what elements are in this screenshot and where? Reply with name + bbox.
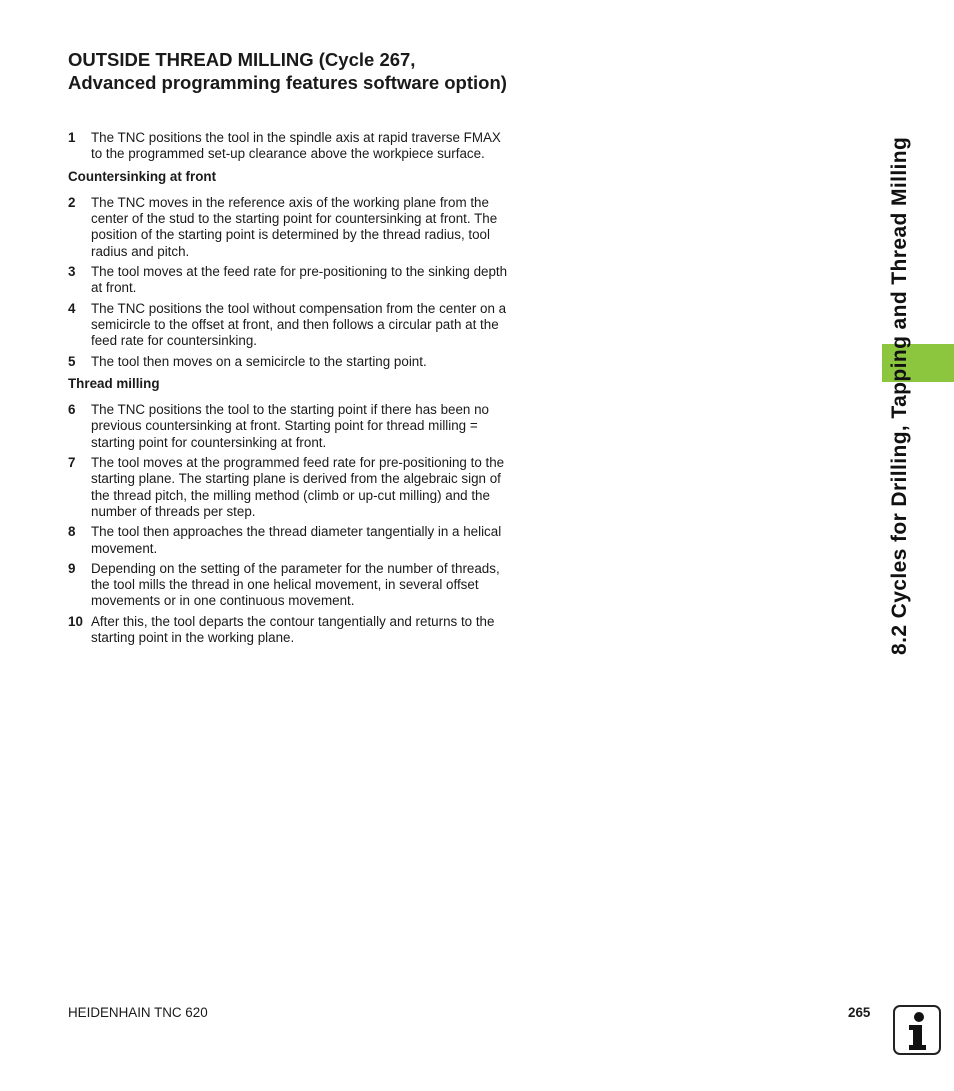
step-number: 5 [68,353,76,369]
step-item [68,354,513,370]
step-text: The TNC positions the tool in the spindle axis at rapid traverse FMAX to the programmed set-up clearance above the workpiece surface. [91,130,501,162]
step-text: The TNC positions the tool to the starting point if there has been no previous countersinking at front. Starting point for thread milling = starting point for countersinking at front. [91,402,489,450]
step-number: 9 [68,560,76,576]
step-text: The tool moves at the programmed feed rate for pre-positioning to the starting plane. The starting plane is derived from the algebraic sign of the thread pitch, the milling method (climb or up-cut milling) and the number of threads per step. [91,455,505,519]
step-item [68,301,513,350]
step-text: The TNC moves in the reference axis of the working plane from the center of the stud to the starting point for countersinking at front. The position of the starting point is determined by the thread radius, tool radius and pitch. [91,194,498,259]
step-item [68,614,513,647]
step-item [68,130,513,163]
step-text: The TNC positions the tool without compensation from the center on a semicircle to the offset at front, and then follows a circular path at the feed rate for countersinking. [91,300,507,349]
step-item [68,402,513,451]
info-icon [893,1005,941,1055]
step-item [68,561,513,610]
step-number: 4 [68,300,76,316]
step-text: The tool moves at the feed rate for pre-positioning to the sinking depth at front. [91,264,508,296]
step-number: 3 [68,264,76,280]
content-body [68,130,513,650]
step-number: 2 [68,194,76,210]
step-number: 7 [68,455,76,471]
chapter-sidebar-title: 8.2 Cycles for Drilling, Tapping and Thread Milling [888,136,911,655]
page-number: 265 [848,1005,871,1020]
step-number: 1 [68,130,76,145]
step-text: The tool then moves on a semicircle to the starting point. [91,353,427,369]
footer-title: HEIDENHAIN TNC 620 [68,1005,208,1020]
step-text: The tool then approaches the thread diameter tangentially in a helical movement. [91,524,502,556]
step-number: 6 [68,402,76,418]
subheading-thread-milling: Thread milling [68,375,160,391]
step-item [68,195,513,260]
step-item [68,524,513,557]
subheading-countersinking: Countersinking at front [68,168,217,184]
step-text: After this, the tool departs the contour tangentially and returns to the starting point in the working plane. [91,613,495,646]
step-text: Depending on the setting of the parameter for the number of threads, the tool mills the thread in one helical movement, in several offset movements or in one continuous movement. [91,560,500,609]
step-number: 10 [68,613,83,629]
section-heading: OUTSIDE THREAD MILLING (Cycle 267, Advanced programming features software option) [68,49,507,93]
step-number: 8 [68,524,76,540]
step-item [68,264,513,297]
step-item [68,455,513,520]
